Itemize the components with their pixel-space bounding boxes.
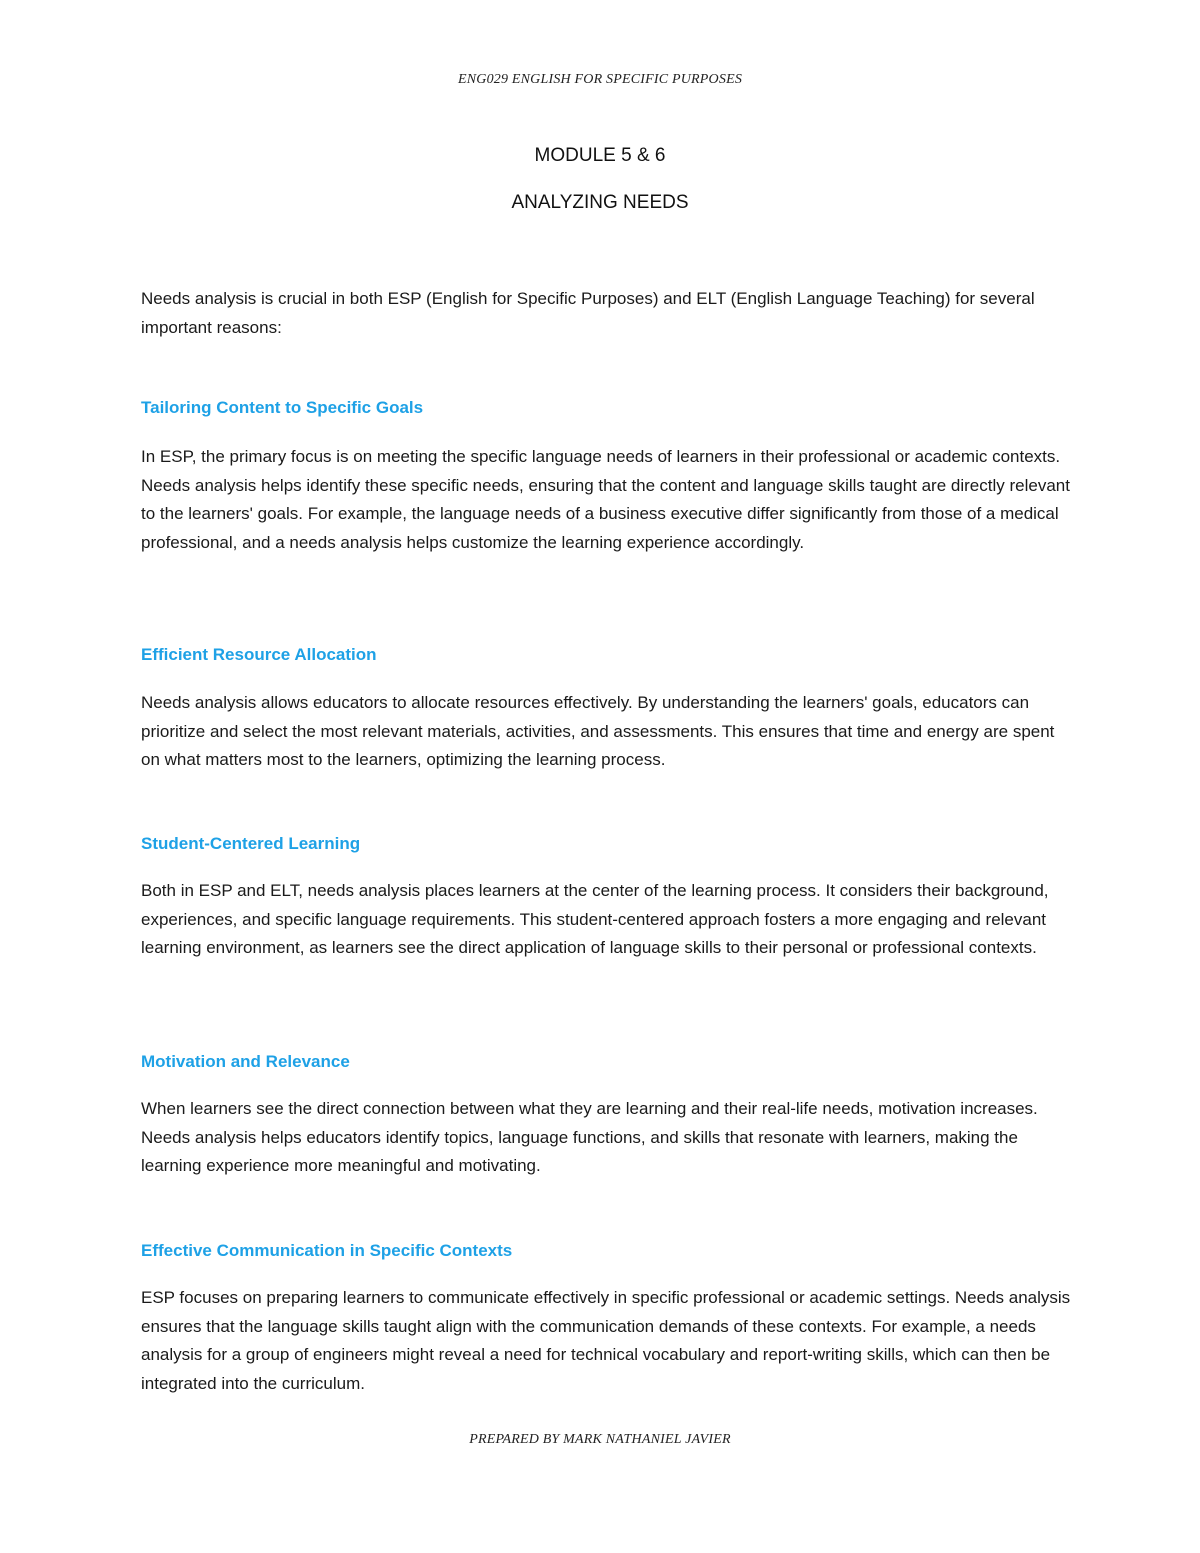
intro-paragraph: Needs analysis is crucial in both ESP (English for Specific Purposes) and ELT (English Language Teaching) for several important reasons:	[141, 289, 1035, 337]
module-subtitle: ANALYZING NEEDS	[511, 192, 689, 213]
section-body-motivation: When learners see the direct connection between what they are learning and their real-life needs, motivation increases. Needs analysis helps educators identify topics, language functions, and skills that resonate with learners, making the learning experience more meaningful and motivating.	[141, 1099, 1038, 1175]
section-body-student-centered: Both in ESP and ELT, needs analysis places learners at the center of the learning process. It considers their background, experiences, and specific language requirements. This student-centered approach fosters a more engaging and relevant learning environment, as learners see the direct application of language skills to their personal or professional contexts.	[141, 881, 1049, 957]
section-heading-motivation: Motivation and Relevance	[141, 1052, 350, 1071]
section-heading-student-centered: Student-Centered Learning	[141, 834, 361, 853]
module-title: MODULE 5 & 6	[534, 145, 666, 166]
section-body-effective-communication: ESP focuses on preparing learners to communicate effectively in specific professional or academic settings. Needs analysis ensures that the language skills taught align with the communication demands of these contexts. For example, a needs analysis for a group of engineers might reveal a need for technical vocabulary and report-writing skills, which can then be integrated into the curriculum.	[141, 1288, 1071, 1393]
page-footer: PREPARED BY MARK NATHANIEL JAVIER	[469, 1432, 731, 1447]
section-heading-effective-communication: Effective Communication in Specific Contexts	[141, 1241, 513, 1260]
section-heading-tailoring-content: Tailoring Content to Specific Goals	[141, 398, 424, 417]
page-header: ENG029 ENGLISH FOR SPECIFIC PURPOSES	[457, 72, 743, 87]
section-body-tailoring-content: In ESP, the primary focus is on meeting the specific language needs of learners in their professional or academic contexts. Needs analysis helps identify these specific needs, ensuring that the content and language skills taught are directly relevant to the learners' goals. For example, the language needs of a business executive differ significantly from those of a medical professional, and a needs analysis helps customize the learning experience accordingly.	[141, 447, 1070, 552]
section-body-resource-allocation: Needs analysis allows educators to allocate resources effectively. By understanding the learners' goals, educators can prioritize and select the most relevant materials, activities, and assessments. This ensures that time and energy are spent on what matters most to the learners, optimizing the learning process.	[141, 693, 1055, 769]
section-heading-resource-allocation: Efficient Resource Allocation	[141, 645, 377, 664]
